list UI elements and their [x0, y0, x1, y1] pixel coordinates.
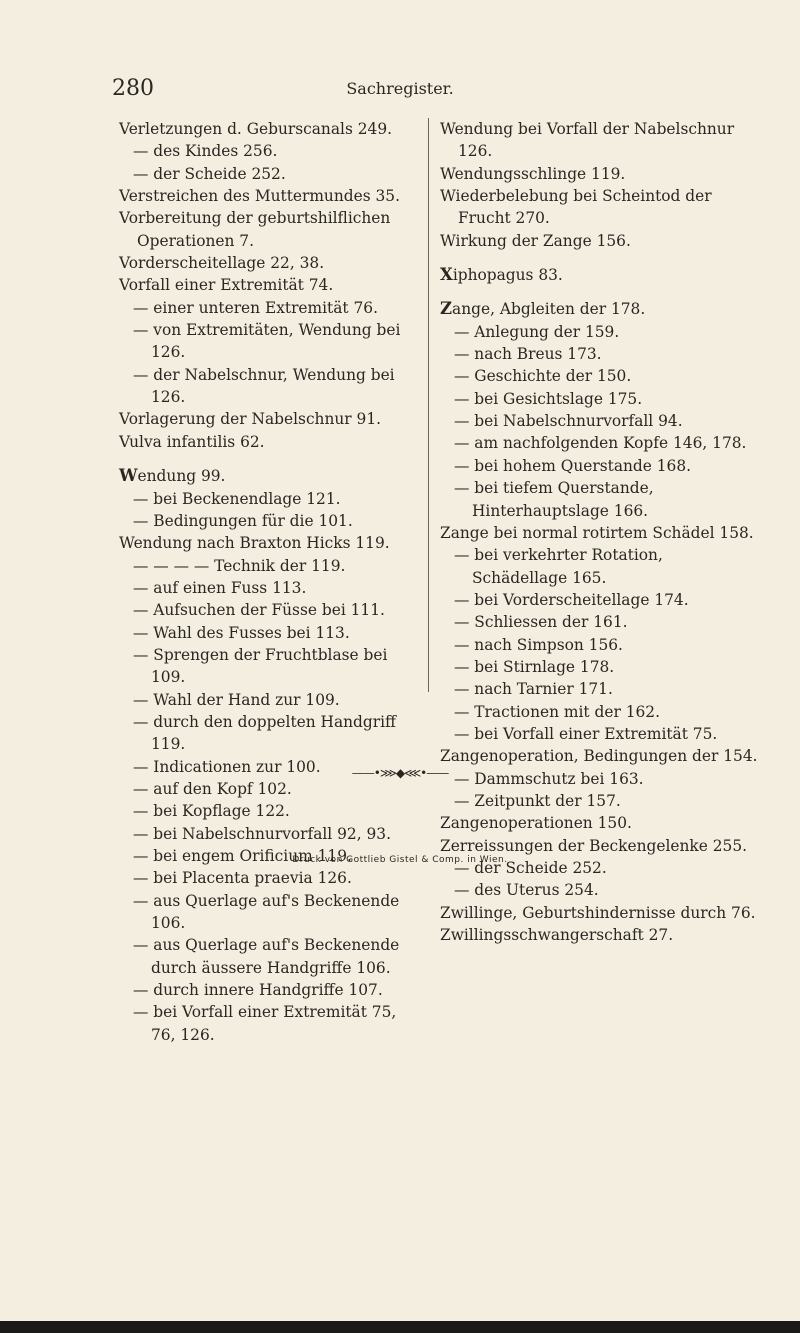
index-entry: — Anlegung der 159.	[454, 322, 620, 341]
index-entry: — bei tiefem Querstande, Hinterhauptslage 166.	[454, 479, 654, 520]
index-entry: — des Uterus 254.	[454, 881, 599, 900]
index-entry: — bei Vorfall einer Extremität 75, 76, 126.	[133, 1003, 397, 1044]
index-entry: Vorlagerung der Nabelschnur 91.	[119, 410, 382, 429]
index-entry: — durch innere Handgriffe 107.	[133, 981, 383, 1000]
section-initial: Z	[440, 299, 453, 319]
index-entry: Zange, Abgleiten der 178.	[440, 299, 646, 319]
index-entry: — Dammschutz bei 163.	[454, 769, 644, 788]
column-divider	[428, 118, 429, 692]
index-entry: — — — — Technik der 119.	[133, 556, 346, 575]
index-entry: Wendung 99.	[119, 466, 226, 486]
index-entry: — bei Kopflage 122.	[133, 802, 290, 821]
index-entry: Zange bei normal rotirtem Schädel 158.	[440, 523, 754, 542]
index-entry: Zangenoperationen 150.	[440, 814, 632, 833]
index-entry: Zangenoperation, Bedingungen der 154.	[440, 747, 758, 766]
index-entry: — bei hohem Querstande 168.	[454, 456, 692, 475]
index-entry: — Tractionen mit der 162.	[454, 702, 660, 721]
index-entry: — aus Querlage auf's Beckenende 106.	[133, 891, 400, 933]
index-entry: Verletzungen d. Geburscanals 249.	[119, 120, 393, 138]
index-entry: — Geschichte der 150.	[454, 367, 632, 386]
index-entry: — bei Nabelschnurvorfall 92, 93.	[133, 824, 391, 843]
index-entry: — auf einen Fuss 113.	[133, 578, 307, 597]
index-entry: — Bedingungen für die 101.	[133, 511, 353, 530]
index-entry: Wendung bei Vorfall der Nabelschnur 126.	[440, 120, 735, 161]
section-initial: W	[119, 466, 138, 486]
index-entry: — bei Nabelschnurvorfall 94.	[454, 412, 683, 431]
index-entry: Wiederbelebung bei Scheintod der Frucht 270.	[440, 187, 712, 228]
page-header	[0, 76, 800, 106]
index-entry: — aus Querlage auf's Beckenende durch äussere Handgriffe 106.	[133, 936, 400, 977]
index-entry: — Sprengen der Fruchtblase bei 109.	[133, 645, 388, 687]
index-entry: Wirkung der Zange 156.	[440, 231, 631, 250]
index-entry: — Zeitpunkt der 157.	[454, 791, 621, 810]
index-entry: — Wahl der Hand zur 109.	[133, 690, 340, 709]
index-entry: — bei verkehrter Rotation, Schädellage 165.	[454, 546, 663, 587]
index-entry: Wendungsschlinge 119.	[440, 164, 626, 183]
index-entry: — nach Tarnier 171.	[454, 680, 613, 699]
index-entry: — auf den Kopf 102.	[133, 779, 292, 798]
index-entry: — durch den doppelten Handgriff 119.	[133, 712, 396, 754]
index-entry: — der Scheide 252.	[454, 859, 607, 877]
index-entry: — Wahl des Fusses bei 113.	[133, 623, 350, 642]
index-column-right	[440, 118, 760, 946]
index-entry: Wendung nach Braxton Hicks 119.	[119, 534, 390, 553]
index-entry: — der Nabelschnur, Wendung bei 126.	[133, 365, 395, 407]
index-entry: — bei Vorderscheitellage 174.	[454, 590, 689, 609]
index-entry: Xiphopagus 83.	[440, 265, 563, 285]
page-number: 280	[112, 76, 154, 101]
printer-imprint: Druck von Gottlieb Gistel & Comp. in Wien.	[292, 855, 508, 865]
index-entry: Zerreissungen der Beckengelenke 255.	[440, 836, 748, 855]
index-entry: — einer unteren Extremität 76.	[133, 298, 378, 317]
index-entry: — bei Gesichtslage 175.	[454, 389, 643, 408]
index-entry: — Indicationen zur 100.	[133, 757, 321, 776]
end-ornament: ——•⋙◆⋘•——	[351, 766, 449, 780]
index-entry: — bei Stirnlage 178.	[454, 657, 615, 676]
index-entry: — bei engem Orificium 119.	[133, 847, 352, 865]
index-entry: Verstreichen des Muttermundes 35.	[119, 187, 400, 206]
index-entry: Vorbereitung der geburtshilflichen Operationen 7.	[119, 209, 391, 250]
index-entry: Vorfall einer Extremität 74.	[119, 276, 334, 295]
index-entry: Zwillinge, Geburtshindernisse durch 76.	[440, 903, 756, 922]
page-edge	[0, 1321, 800, 1333]
index-entry: — bei Beckenendlage 121.	[133, 489, 341, 508]
index-entry: Zwillingsschwangerschaft 27.	[440, 926, 674, 945]
index-entry: Vorderscheitellage 22, 38.	[119, 254, 325, 273]
index-entry: — nach Simpson 156.	[454, 635, 623, 654]
index-entry: — bei Vorfall einer Extremität 75.	[454, 724, 718, 743]
running-title: Sachregister.	[346, 79, 454, 98]
index-entry: — am nachfolgenden Kopfe 146, 178.	[454, 434, 747, 453]
index-entry: — nach Breus 173.	[454, 345, 602, 364]
index-entry: — Schliessen der 161.	[454, 613, 628, 632]
index-entry: — von Extremitäten, Wendung bei 126.	[133, 321, 401, 362]
index-column-left	[119, 118, 421, 1046]
index-entry: — des Kindes 256.	[133, 142, 278, 161]
index-entry: — der Scheide 252.	[133, 164, 286, 183]
section-initial: X	[440, 265, 453, 285]
index-entry: — bei Placenta praevia 126.	[133, 869, 352, 888]
index-entry: Vulva infantilis 62.	[119, 432, 265, 451]
index-entry: — Aufsuchen der Füsse bei 111.	[133, 601, 385, 620]
